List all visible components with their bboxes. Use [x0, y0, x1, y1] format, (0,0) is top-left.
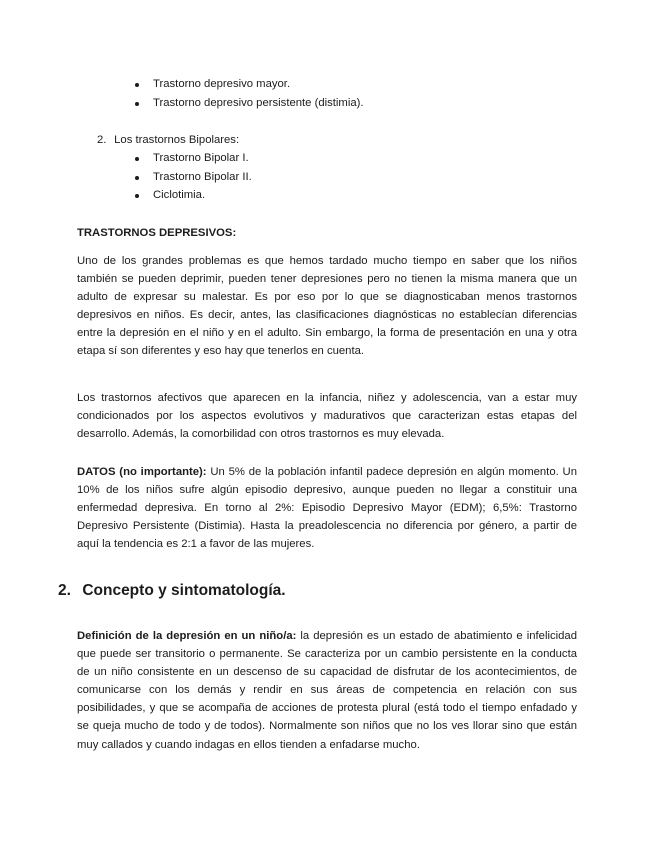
- section-number: 2.: [58, 582, 71, 599]
- data-text: Un 5% de la población infantil padece depresión en algún momento. Un 10% de los niños sufre algún episodio depresivo, aunque pueden no llegar a constituir una enfermedad depresiva. En torno al 2%: Episodio Depresivo Mayor (EDM); 6,5%: Trastorno Depresivo Persistente (Distimia). Hasta la preadolescencia no diferencia por género, a partir de aquí la tendencia es 2:1 a favor de las mujeres.: [77, 466, 577, 551]
- list-item: Trastorno depresivo persistente (distimia).: [153, 94, 364, 113]
- list-item: Trastorno Bipolar II.: [153, 168, 252, 187]
- data-label: DATOS (no importante):: [77, 466, 207, 478]
- section-title: Concepto y sintomatología.: [82, 582, 286, 599]
- depressive-disorders-list: [153, 75, 364, 112]
- list-item: Trastorno Bipolar I.: [153, 149, 252, 168]
- list-item: Trastorno depresivo mayor.: [153, 75, 364, 94]
- depressive-disorders-heading: TRASTORNOS DEPRESIVOS:: [77, 227, 237, 239]
- paragraph-definition: [77, 627, 577, 754]
- paragraph-intro: Uno de los grandes problemas es que hemos tardado mucho tiempo en saber que los niños también se pueden deprimir, pueden tener depresiones pero no tienen la misma manera que un adulto de expresar su malestar. Es por eso por lo que se diagnosticaban menos trastornos depresivos en niños. Es decir, antes, las clasificaciones diagnósticas no establecían diferencias entre la depresión en el niño y en el adulto. Sin embargo, la forma de presentación en una y otra etapa sí son diferentes y eso hay que tenerlos en cuenta.: [77, 255, 577, 358]
- definition-text: la depresión es un estado de abatimiento e infelicidad que puede ser transitorio o permanente. Se caracteriza por un cambio persistente en la conducta de un niño consistente en un descenso de su capacidad de disfrutar de los acontecimientos, de comunicarse con los demás y rendir en sus áreas de competencia en relación con sus posibilidades, y que se acompaña de acciones de protesta plural (está todo el tiempo enfadado y se queja mucho de todo y de todos). Normalmente son niños que no los ves llorar sino que están muy callados y cuando indagas en ellos tienden a enfadarse mucho.: [77, 630, 577, 751]
- definition-label: Definición de la depresión en un niño/a:: [77, 630, 297, 642]
- bipolar-heading: [97, 131, 239, 149]
- bipolar-number: 2.: [97, 134, 107, 146]
- list-item: Ciclotimia.: [153, 186, 252, 205]
- paragraph-data: [77, 463, 577, 553]
- section-heading: [58, 580, 286, 602]
- bipolar-label: Los trastornos Bipolares:: [114, 134, 240, 146]
- paragraph-affective: Los trastornos afectivos que aparecen en la infancia, niñez y adolescencia, van a estar muy condicionados por los aspectos evolutivos y madurativos que caracterizan estas etapas del desarrollo. Además, la comorbilidad con otros trastornos es muy elevada.: [77, 392, 577, 441]
- bipolar-list: [153, 149, 252, 205]
